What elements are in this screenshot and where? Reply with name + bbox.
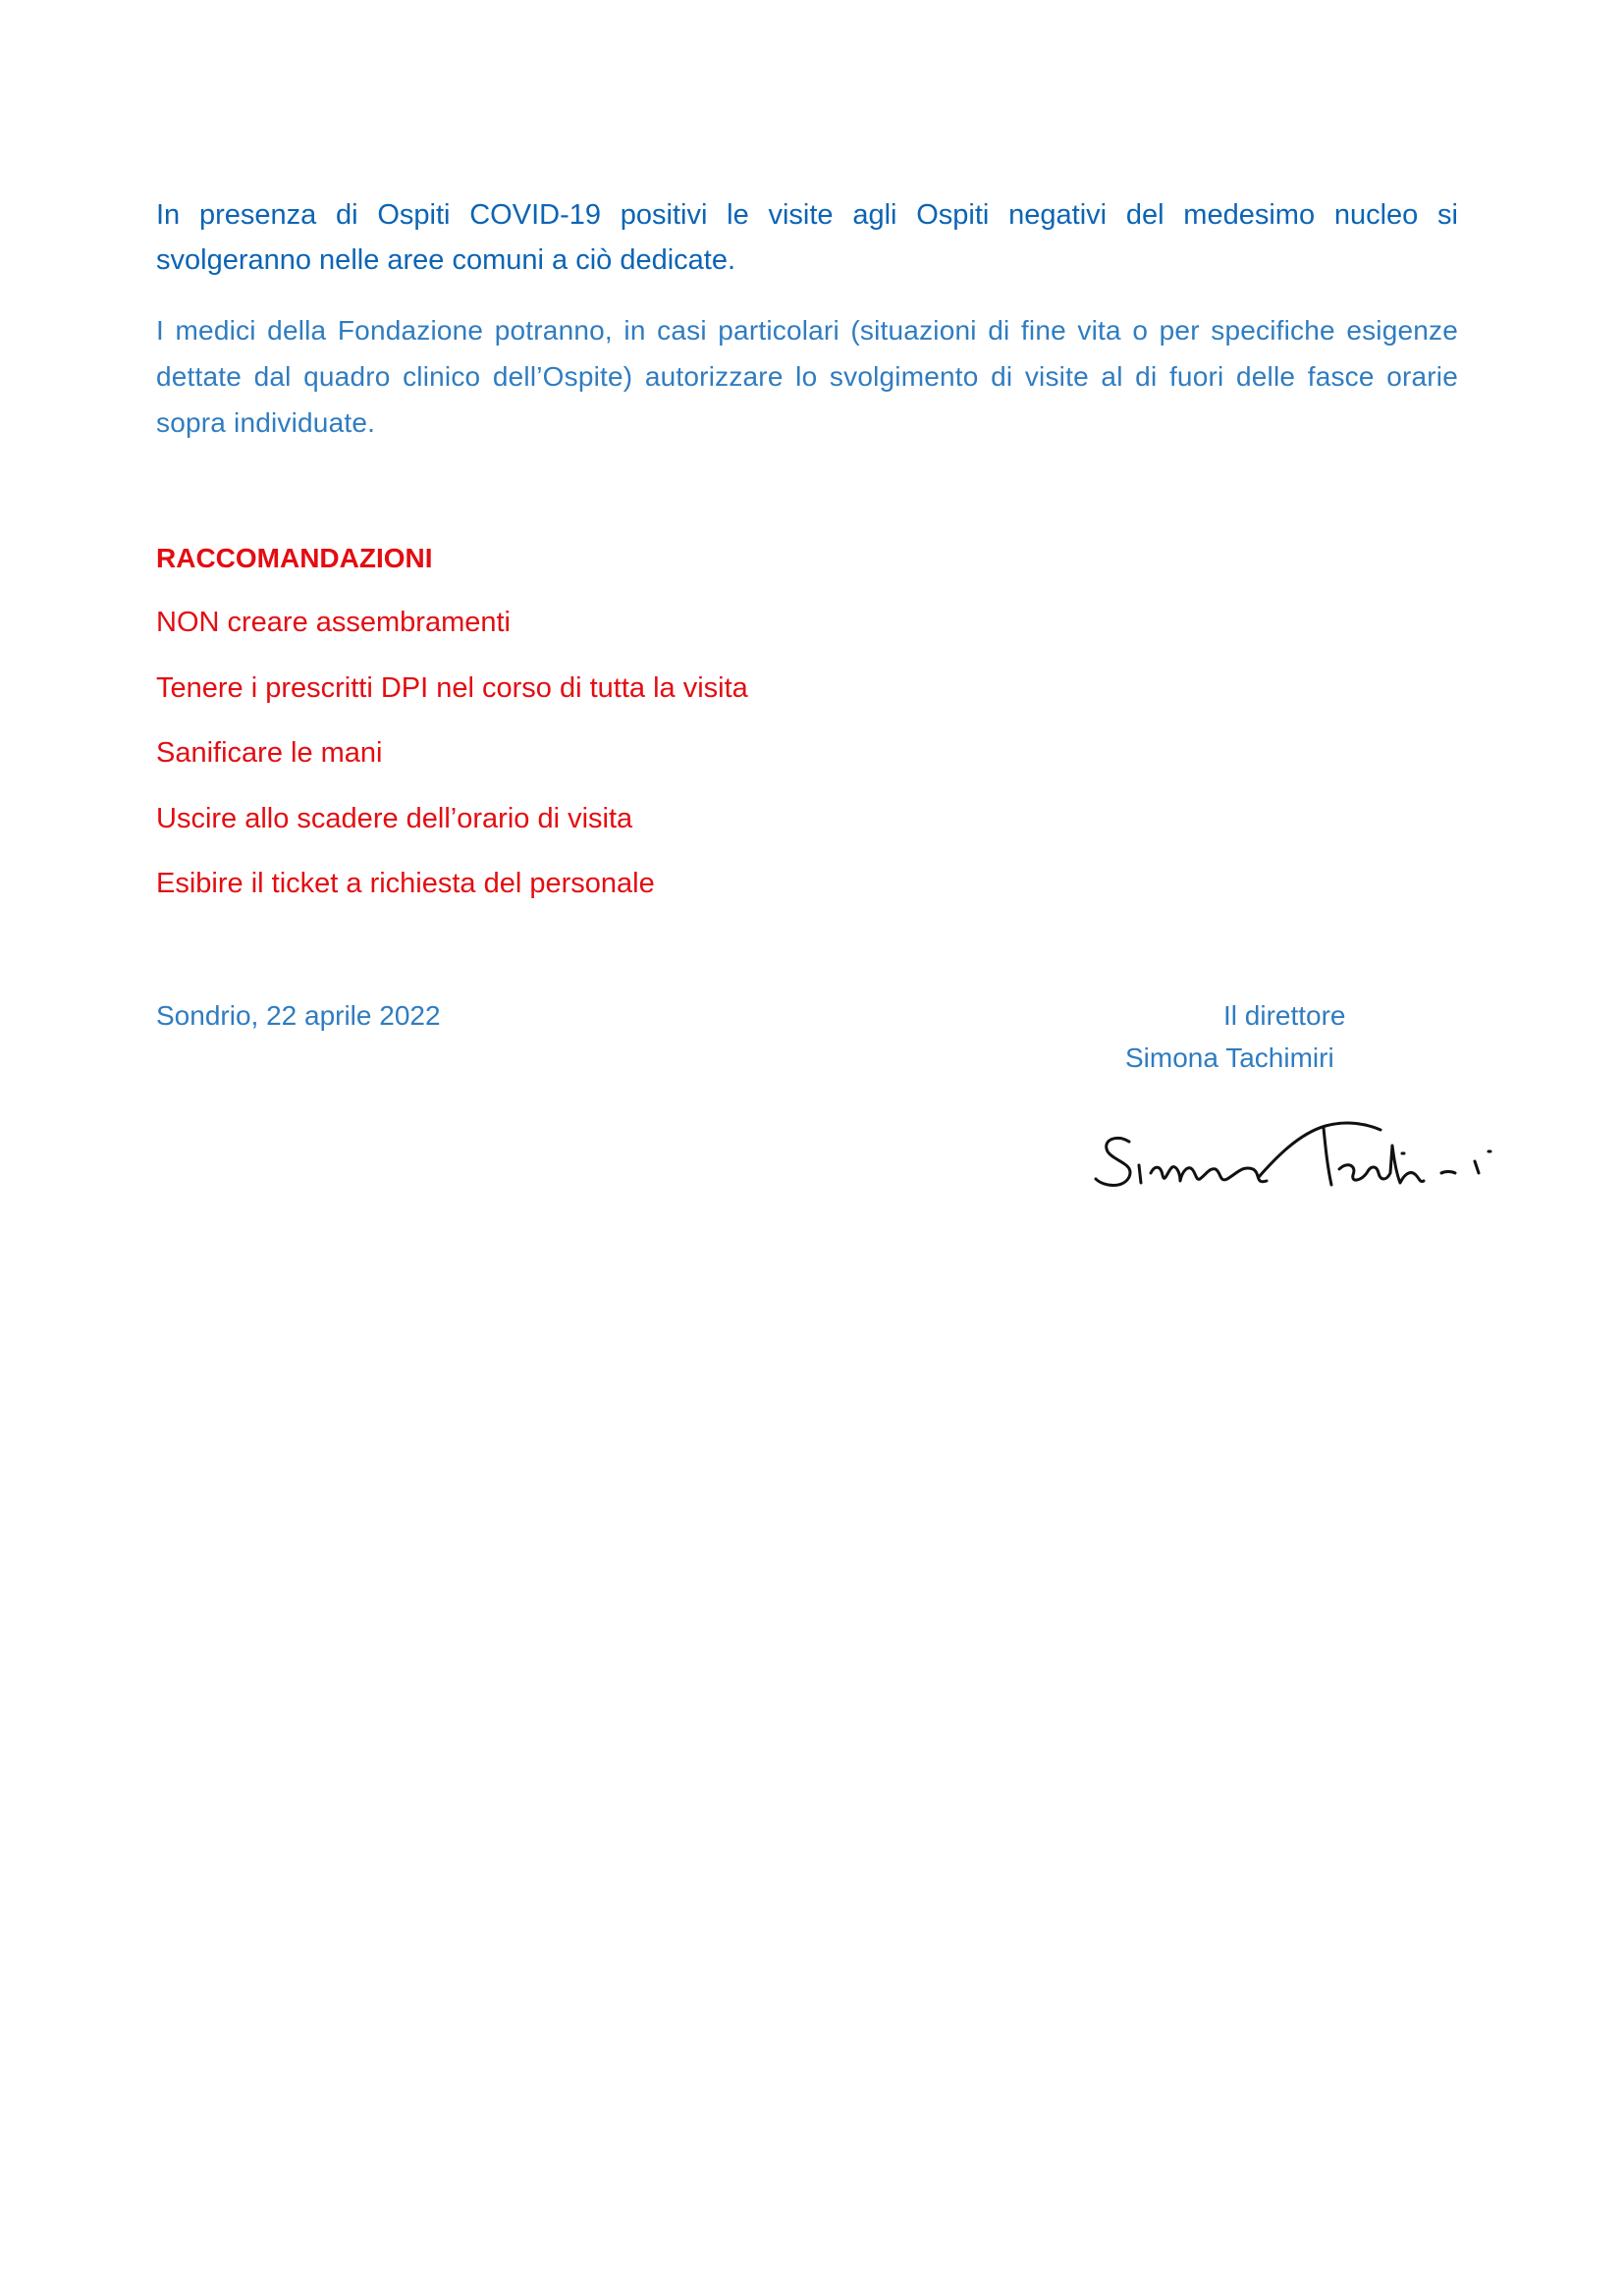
recommendation-item: Tenere i prescritti DPI nel corso di tutta la visita [156, 671, 748, 704]
place-date: Sondrio, 22 aprile 2022 [156, 1000, 441, 1031]
paragraph-visits-covid: In presenza di Ospiti COVID-19 positivi le visite agli Ospiti negativi del medesimo nucleo si svolgeranno nelle aree comuni a ciò dedicate. [156, 199, 1458, 276]
signer-role: Il direttore [1223, 1000, 1346, 1031]
recommendations-title: RACCOMANDAZIONI [156, 543, 433, 573]
recommendation-item: Sanificare le mani [156, 737, 383, 769]
paragraph-doctors-authorization: I medici della Fondazione potranno, in casi particolari (situazioni di fine vita o per specifiche esigenze dettate dal quadro clinico dell’Ospite) autorizzare lo svolgimento di visite al di fuori delle fasce orarie sopra individuate. [156, 315, 1458, 438]
recommendation-item: Esibire il ticket a richiesta del personale [156, 868, 655, 899]
recommendations-list [156, 603, 748, 930]
recommendation-item: Uscire allo scadere dell’orario di visita [156, 802, 633, 834]
recommendation-item: NON creare assembramenti [156, 607, 511, 638]
signer-name: Simona Tachimiri [1125, 1042, 1334, 1073]
handwritten-signature [1090, 1104, 1522, 1212]
